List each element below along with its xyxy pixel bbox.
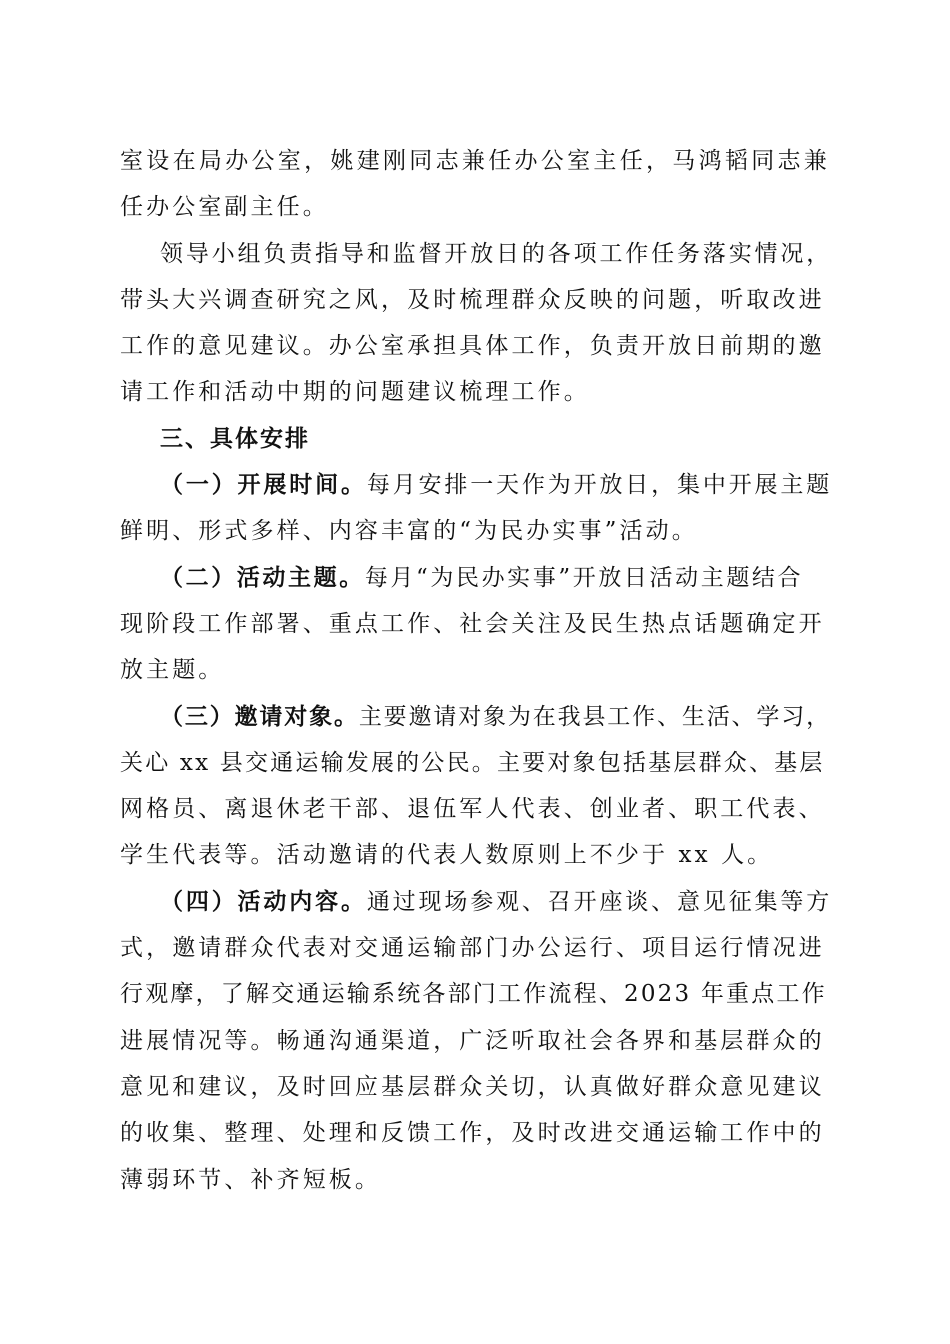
text-run: 每月“为民办实事”开放日活动主题结合: [364, 564, 804, 591]
text-line: 网格员、离退休老干部、退伍军人代表、创业者、职工代表、: [120, 796, 825, 823]
text-line: 放主题。: [120, 657, 225, 684]
text-run: 每月安排一天作为开放日，集中开展主题: [366, 472, 833, 499]
paragraph-invitees: [120, 694, 832, 879]
text-run: 主要邀请对象为在我县工作、生活、学习，: [358, 703, 831, 730]
paragraph-leadership-duties: [120, 231, 832, 416]
paragraph-schedule: [120, 462, 832, 555]
subsection-label: （一）开展时间。: [160, 472, 367, 499]
subsection-label: （二）活动主题。: [160, 564, 365, 591]
text-line: 关心 xx 县交通运输发展的公民。主要对象包括基层群众、基层: [120, 749, 825, 776]
text-line: 的收集、整理、处理和反馈工作，及时改进交通运输工作中的: [120, 1120, 825, 1147]
document-page: [120, 138, 832, 1203]
text-line: 学生代表等。活动邀请的代表人数原则上不少于 xx 人。: [120, 842, 774, 869]
text-line: 行观摩，了解交通运输系统各部门工作流程、2023 年重点工作: [120, 981, 827, 1008]
text-line: 室设在局办公室，姚建刚同志兼任办公室主任，马鸿韬同志兼: [120, 148, 831, 174]
text-line: 意见和建议，及时回应基层群众关切，认真做好群众意见建议: [120, 1073, 825, 1100]
text-line: [120, 879, 832, 925]
text-line: [120, 462, 832, 508]
text-line: 现阶段工作部署、重点工作、社会关注及民生热点话题确定开: [120, 610, 825, 637]
text-line: 工作的意见建议。办公室承担具体工作，负责开放日前期的邀: [120, 333, 825, 360]
text-line: 鲜明、形式多样、内容丰富的“为民办实事”活动。: [120, 518, 698, 545]
text-line: 请工作和活动中期的问题建议梳理工作。: [120, 379, 590, 406]
text-line: 任办公室副主任。: [120, 194, 329, 221]
subsection-label: （四）活动内容。: [160, 888, 367, 915]
text-line: 领导小组负责指导和监督开放日的各项工作任务落实情况，: [160, 240, 833, 267]
paragraph-theme: [120, 555, 832, 694]
text-line: 带头大兴调查研究之风，及时梳理群众反映的问题，听取改进: [120, 286, 825, 313]
paragraph-activity-content: [120, 879, 832, 1203]
text-line: 进展情况等。畅通沟通渠道，广泛听取社会各界和基层群众的: [120, 1027, 825, 1054]
text-line: 式，邀请群众代表对交通运输部门办公运行、项目运行情况进: [120, 935, 825, 962]
text-line: [120, 555, 832, 601]
paragraph-office-setup: [120, 138, 832, 231]
section-heading: 三、具体安排: [160, 425, 310, 452]
text-line: 薄弱环节、补齐短板。: [120, 1166, 381, 1193]
text-run: 通过现场参观、召开座谈、意见征集等方: [366, 888, 833, 915]
subsection-label: （三）邀请对象。: [160, 703, 359, 730]
text-line: [120, 694, 832, 740]
